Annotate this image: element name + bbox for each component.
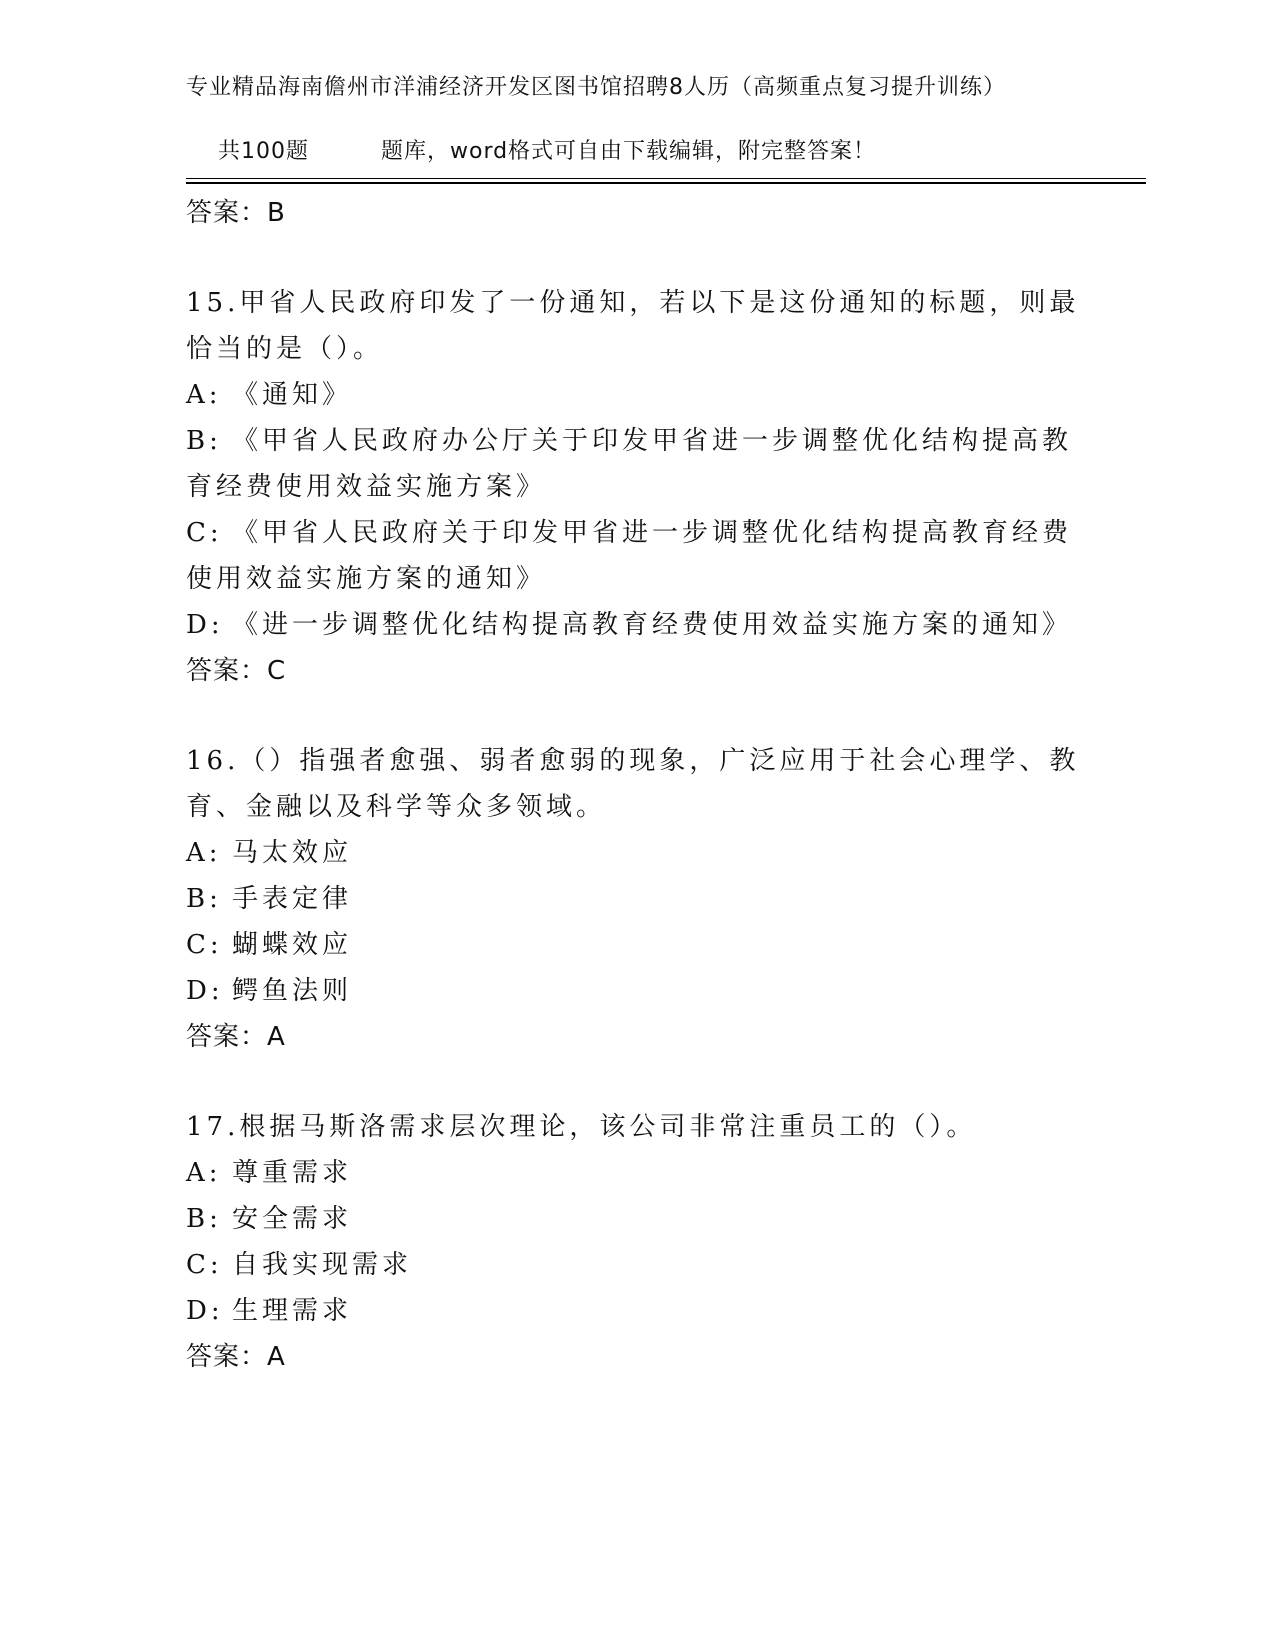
option-text: 尊重需求 — [232, 1158, 353, 1188]
option-key: B: — [186, 884, 222, 914]
option-key: B: — [186, 426, 222, 456]
option-text: 手表定律 — [232, 884, 353, 914]
option-key: C: — [186, 930, 223, 960]
option-c — [186, 1242, 1086, 1288]
option-key: A: — [186, 1158, 222, 1188]
option-b — [186, 1196, 1086, 1242]
option-c — [186, 510, 1086, 602]
question-answer: 答案：A — [186, 1342, 286, 1372]
question-block — [186, 738, 1086, 1060]
question-block — [186, 1104, 1086, 1380]
option-text: 生理需求 — [232, 1296, 353, 1326]
option-text: 自我实现需求 — [232, 1250, 413, 1280]
option-text: 蝴蝶效应 — [232, 930, 353, 960]
option-a — [186, 830, 1086, 876]
option-text: 《甲省人民政府关于印发甲省进一步调整优化结构提高教育经费使用效益实施方案的通知》 — [186, 518, 1073, 594]
option-text: 《进一步调整优化结构提高教育经费使用效益实施方案的通知》 — [232, 610, 1073, 640]
option-d — [186, 1288, 1086, 1334]
question-block — [186, 280, 1086, 694]
option-text: 《通知》 — [232, 380, 353, 410]
question-text: 17.根据马斯洛需求层次理论，该公司非常注重员工的（）。 — [186, 1112, 977, 1142]
option-d — [186, 968, 1086, 1014]
header-question-count: 共100题 — [217, 139, 309, 164]
option-key: D: — [186, 976, 224, 1006]
option-b — [186, 876, 1086, 922]
option-key: D: — [186, 610, 224, 640]
option-key: C: — [186, 518, 223, 548]
option-text: 马太效应 — [232, 838, 353, 868]
option-a — [186, 372, 1086, 418]
option-c — [186, 922, 1086, 968]
option-text: 鳄鱼法则 — [232, 976, 353, 1006]
question-text: 16.（）指强者愈强、弱者愈弱的现象，广泛应用于社会心理学、教育、金融以及科学等众多领域。 — [186, 746, 1080, 822]
header-title-line: 专业精品海南儋州市洋浦经济开发区图书馆招聘8人历（高频重点复习提升训练） — [186, 75, 1006, 100]
option-key: D: — [186, 1296, 224, 1326]
question-text: 15.甲省人民政府印发了一份通知，若以下是这份通知的标题，则最恰当的是（）。 — [186, 288, 1080, 364]
option-key: C: — [186, 1250, 223, 1280]
option-a — [186, 1150, 1086, 1196]
previous-answer: 答案：B — [186, 198, 286, 228]
header-divider-thick — [186, 182, 1146, 184]
option-text: 安全需求 — [232, 1204, 353, 1234]
option-key: B: — [186, 1204, 222, 1234]
document-body — [186, 190, 1086, 1380]
option-d — [186, 602, 1086, 648]
header-divider-thin — [186, 178, 1146, 179]
option-key: A: — [186, 838, 222, 868]
option-key: A: — [186, 380, 222, 410]
header-subtitle-line — [186, 104, 1086, 200]
header-description: 题库，word格式可自由下载编辑，附完整答案！ — [380, 139, 877, 164]
question-answer: 答案：A — [186, 1022, 286, 1052]
question-answer: 答案：C — [186, 656, 287, 686]
option-b — [186, 418, 1086, 510]
option-text: 《甲省人民政府办公厅关于印发甲省进一步调整优化结构提高教育经费使用效益实施方案》 — [186, 426, 1073, 502]
document-header — [186, 72, 1086, 200]
